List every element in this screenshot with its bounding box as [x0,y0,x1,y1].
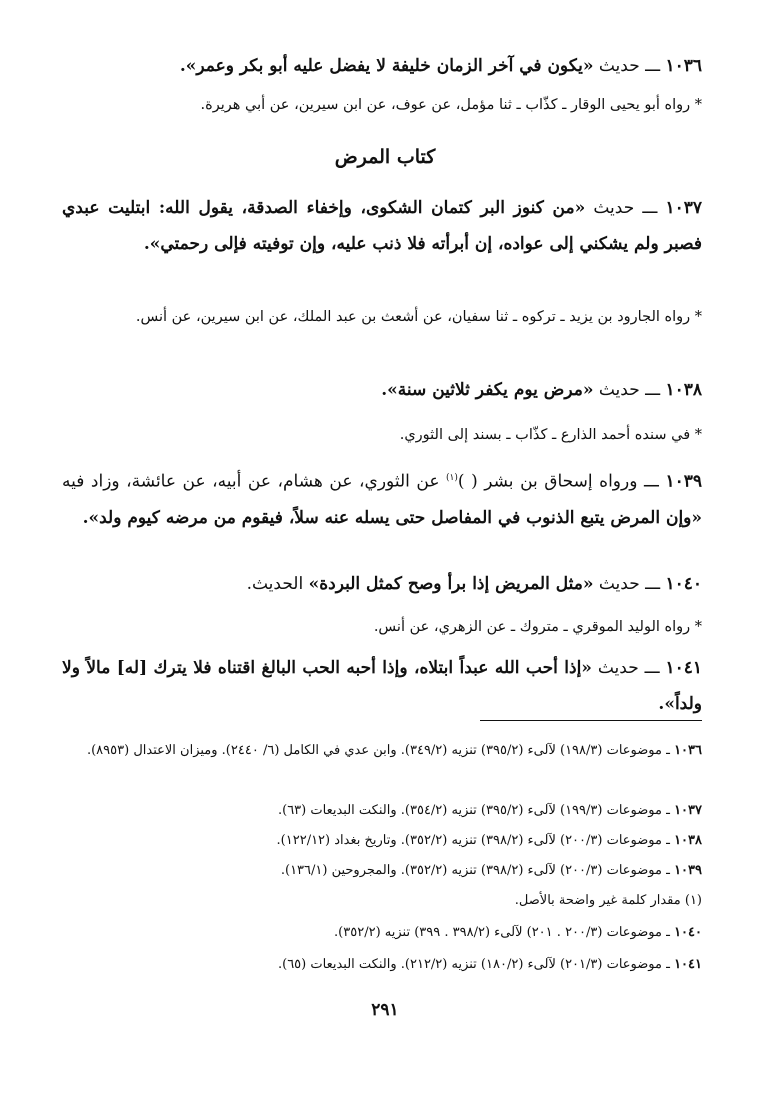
hadith-prefix: ـــ حديث [598,574,661,594]
footnote-1037 [62,796,702,826]
hadith-text: «مرض يوم يكفر ثلاثين سنة». [381,380,594,400]
footnote-note-1 [62,886,702,916]
hadith-number: ١٠٣٨ [665,380,702,400]
footnote-1038 [62,826,702,856]
hadith-text: «إذا أحب الله عبداً ابتلاه، وإذا أحبه الحب البالغ اقتناه فلا يترك [له] مالاً ولا ولداً». [62,658,702,714]
footnote-number: ١٠٣٧ [674,803,702,818]
hadith-prefix: ـــ حديث [598,56,661,76]
footnote-text: ـ موضوعات (١٩٨/٣) لآلىء (٣٩٥/٢) تنزيه (٣٤٩/٢). وابن عدي في الكامل (٦/ ٢٤٤٠). وميزان الاعتدال (٨٩٥٣). [86,743,670,758]
footnote-marker: (١) [446,473,458,483]
hadith-text: «من كنوز البر كتمان الشكوى، وإخفاء الصدقة، يقول الله: ابتليت عبدي فصبر ولم يشكني إلى عواده، إن أبرأته فلا ذنب عليه، وإن توفيته فإلى رحمتي». [62,198,702,254]
hadith-number: ١٠٤٠ [665,574,702,594]
footnote-1036 [62,736,702,766]
hadith-prefix: ـــ حديث [598,380,661,400]
footnote-number: ١٠٤١ [674,957,702,972]
chapter-title: كتاب المرض [334,146,436,168]
footnote-text: ـ موضوعات (٢٠٠/٣ . ٢٠١) لآلىء (٣٩٨/٢ . ٣٩٩) تنزيه (٣٥٢/٢). [334,925,670,940]
hadith-prefix: ـــ حديث [593,198,658,218]
hadith-1036 [62,48,702,84]
hadith-prefix: ـــ حديث [597,658,660,678]
hadith-1038 [62,372,702,408]
hadith-intro: ـــ ورواه إسحاق بن بشر ( ) [457,471,659,492]
footnote-number: ١٠٣٦ [674,743,702,758]
hadith-text: «وإن المرض يتبع الذنوب في المفاصل حتى يسله عنه سلاً، فيقوم من مرضه كيوم ولد». [82,507,702,528]
hadith-text: «يكون في آخر الزمان خليفة لا يفضل عليه أبو بكر وعمر». [179,56,594,76]
narration-1036: * رواه أبو يحيى الوقار ـ كذّاب ـ ثنا مؤمل، عن عوف، عن ابن سيرين، عن أبي هريرة. [200,97,702,113]
footnote-number: ١٠٤٠ [674,925,702,940]
hadith-number: ١٠٣٦ [665,56,702,76]
footnote-text: ـ موضوعات (٢٠٠/٣) لآلىء (٣٩٨/٢) تنزيه (٣٥٢/٢). وتاريخ بغداد (١٢٢/١٢). [276,833,670,848]
hadith-1037 [62,190,702,262]
footnote-text: ـ موضوعات (٢٠١/٣) لآلىء (١٨٠/٢) تنزيه (٢١٢/٢). والنكت البديعات (٦٥). [277,957,670,972]
footnote-1039 [62,856,702,886]
footnote-text: (١) مقدار كلمة غير واضحة بالأصل. [514,893,702,908]
hadith-1039 [62,460,702,536]
narration-1037: * رواه الجارود بن يزيد ـ تركوه ـ ثنا سفيان، عن أشعث بن عبد الملك، عن ابن سيرين، عن أنس. [135,309,702,325]
hadith-number: ١٠٤١ [665,658,703,678]
page-number: ٢٩١ [371,1000,399,1020]
hadith-text: «مثل المريض إذا برأ وصح كمثل البردة» [308,574,594,594]
hadith-number: ١٠٣٧ [665,198,703,218]
hadith-1040 [62,566,702,602]
footnote-separator [480,720,702,721]
footnote-text: ـ موضوعات (١٩٩/٣) لآلىء (٣٩٥/٢) تنزيه (٣٥٤/٢). والنكت البديعات (٦٣). [277,803,670,818]
hadith-number: ١٠٣٩ [665,471,702,492]
narration-1038: * في سنده أحمد الذارع ـ كذّاب ـ بسند إلى الثوري. [399,427,702,443]
hadith-chain: عن الثوري، عن هشام، عن أبيه، عن عائشة، وزاد فيه [62,471,440,492]
footnote-text: ـ موضوعات (٢٠٠/٣) لآلىء (٣٩٨/٢) تنزيه (٣٥٢/٢). والمجروحين (١٣٦/١). [280,863,670,878]
footnote-number: ١٠٣٨ [674,833,702,848]
footnote-1041 [62,950,702,980]
hadith-suffix: الحديث. [246,574,304,594]
hadith-1041 [62,650,702,722]
narration-1040: * رواه الوليد الموقري ـ متروك ـ عن الزهري، عن أنس. [373,619,702,635]
footnote-number: ١٠٣٩ [674,863,702,878]
footnote-1040 [62,918,702,948]
